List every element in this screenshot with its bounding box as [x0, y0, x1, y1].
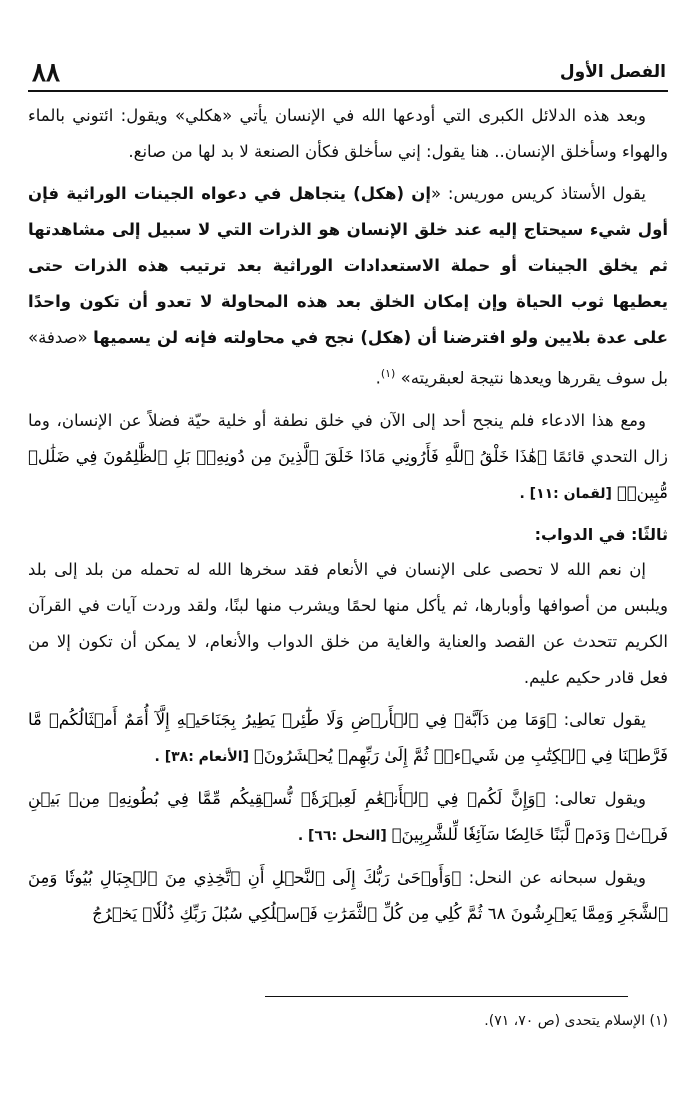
verse-ref-luqman: [لقمان :١١] . — [519, 485, 617, 502]
verse-nahl-66: ﴿وَإِنَّ لَكُمۡ فِي ٱلۡأَنۡعَٰمِ لَعِبۡرَةٗۖ نُّسۡقِيكُم مِّمَّا فِي بُطُونِهِۦ مِنۢ بَيۡنِ فَرۡثٖ وَدَمٖ لَّبَنًا خَالِصٗا سَآئِغٗا لِّلشَّٰرِبِينَ﴾ — [28, 788, 668, 844]
paragraph-verse-nahl-66 — [28, 781, 668, 854]
paragraph-verse-anam — [28, 702, 668, 775]
paragraph-livestock: إن نعم الله لا تحصى على الإنسان في الأنعام فقد سخرها الله له تحمله من بلد إلى بلد ويلبس من أصوافها وأوبارها، ثم يأكل منها لحمًا ويشرب منها لبنًا، ولقد وردت آيات في القرآن الكريم تتحدث عن القصد والعناية والغاية من خلق الدواب والأنعام، لا يمكن أن تكون إلا من فعل قادر حكيم عليم. — [28, 559, 668, 687]
verse-anam: ﴿وَمَا مِن دَآبَّةٖ فِي ٱلۡأَرۡضِ وَلَا طَٰٓئِرٖ يَطِيرُ بِجَنَاحَيۡهِ إِلَّآ أُمَمٌ أَمۡثَالُكُمۚ مَّا فَرَّطۡنَا فِي ٱلۡكِتَٰبِ مِن شَيۡءٖۚ ثُمَّ إِلَىٰ رَبِّهِمۡ يُحۡشَرُونَ﴾ — [28, 709, 668, 765]
page-header — [28, 54, 668, 92]
section-heading: ثالثًا: في الدواب: — [534, 524, 668, 544]
footnote-ref: (١) — [380, 367, 396, 380]
quote-text: إن (هكل) يتجاهل في دعواه الجينات الوراثية فإن أول شيء سيحتاج إليه عند خلق الإنسان هو الذرات التي لا سبيل إلى مشاهدتها ثم يخلق الجينات أو حملة الاستعدادات الوراثية بعد ترتيب هذه الذرات حتى يعطيها ثوب الحياة وإن إمكان الخلق بعد هذه المحاولة لا تعدو أن تكون واحدًا على عدة بلايين ولو افترضنا أن (هكل) نجح في محاولته فإنه لن يسميها — [28, 184, 668, 347]
verse-intro-nahl-66: ويقول تعالى: — [545, 788, 646, 808]
verse-ref-nahl-66: [النحل :٦٦] . — [297, 827, 392, 844]
paragraph-intro: وبعد هذه الدلائل الكبرى التي أودعها الله في الإنسان يأتي «هكلي» ويقول: ائتوني بالماء والهواء وسأخلق الإنسان.. هنا يقول: إني سأخلق فكأن الصنعة لا بد لها من صانع. — [28, 106, 668, 161]
footnote: (١) الإسلام يتحدى (ص ٧٠، ٧١). — [484, 1013, 668, 1029]
footnote-separator — [265, 996, 628, 997]
paragraph-verse-nahl-68 — [28, 860, 668, 932]
quote-intro: يقول الأستاذ كريس موريس: « — [431, 184, 646, 203]
quote-end: «صدفة» بل سوف يقررها ويعدها نتيجة لعبقريته» — [28, 328, 668, 388]
page-body — [28, 98, 668, 938]
chapter-title: الفصل الأول — [559, 62, 666, 82]
verse-intro-nahl-68: ويقول سبحانه عن النحل: — [461, 867, 646, 887]
page-number: ٨٨ — [32, 58, 60, 88]
paragraph-quote: يقول الأستاذ كريس موريس: «إن (هكل) يتجاهل في دعواه الجينات الوراثية فإن أول شيء سيحتاج إليه عند خلق الإنسان هو الذرات التي لا سبيل إلى مشاهدتها ثم يخلق الجينات أو حملة الاستعدادات الوراثية بعد ترتيب هذه الذرات حتى يعطيها ثوب الحياة وإن إمكان الخلق بعد هذه المحاولة لا تعدو أن تكون واحدًا على عدة بلايين ولو افترضنا أن (هكل) نجح في محاولته فإنه لن يسميها «صدفة» بل سوف يقررها ويعدها نتيجة لعبقريته» $^{(١)}$. — [28, 184, 668, 388]
paragraph-challenge — [28, 403, 668, 512]
verse-luqman: ﴿هَٰذَا خَلْقُ ٱللَّهِ فَأَرُونِي مَاذَا خَلَقَ ٱلَّذِينَ مِن دُونِهِۦۚ بَلِ ٱلظَّٰلِمُونَ فِي ضَلَٰلٖ مُّبِينٖ﴾ — [28, 446, 668, 502]
verse-ref-anam: [الأنعام :٣٨] . — [154, 748, 254, 765]
verse-intro-anam: يقول تعالى: — [556, 709, 646, 729]
challenge-text: ومع هذا الادعاء فلم ينجح أحد إلى الآن في خلق نطفة أو خلية حيّة فضلاً عن الإنسان، وما زال التحدي قائمًا — [28, 410, 668, 466]
verse-nahl-68: ﴿وَأَوۡحَىٰ رَبُّكَ إِلَى ٱلنَّحۡلِ أَنِ ٱتَّخِذِي مِنَ ٱلۡجِبَالِ بُيُوتٗا وَمِنَ ٱلشَّجَرِ وَمِمَّا يَعۡرِشُونَ ٦٨ ثُمَّ كُلِي مِن كُلِّ ٱلثَّمَرَٰتِ فَٱسۡلُكِي سُبُلَ رَبِّكِ ذُلُلٗاۚ يَخۡرُجُ — [28, 867, 668, 923]
